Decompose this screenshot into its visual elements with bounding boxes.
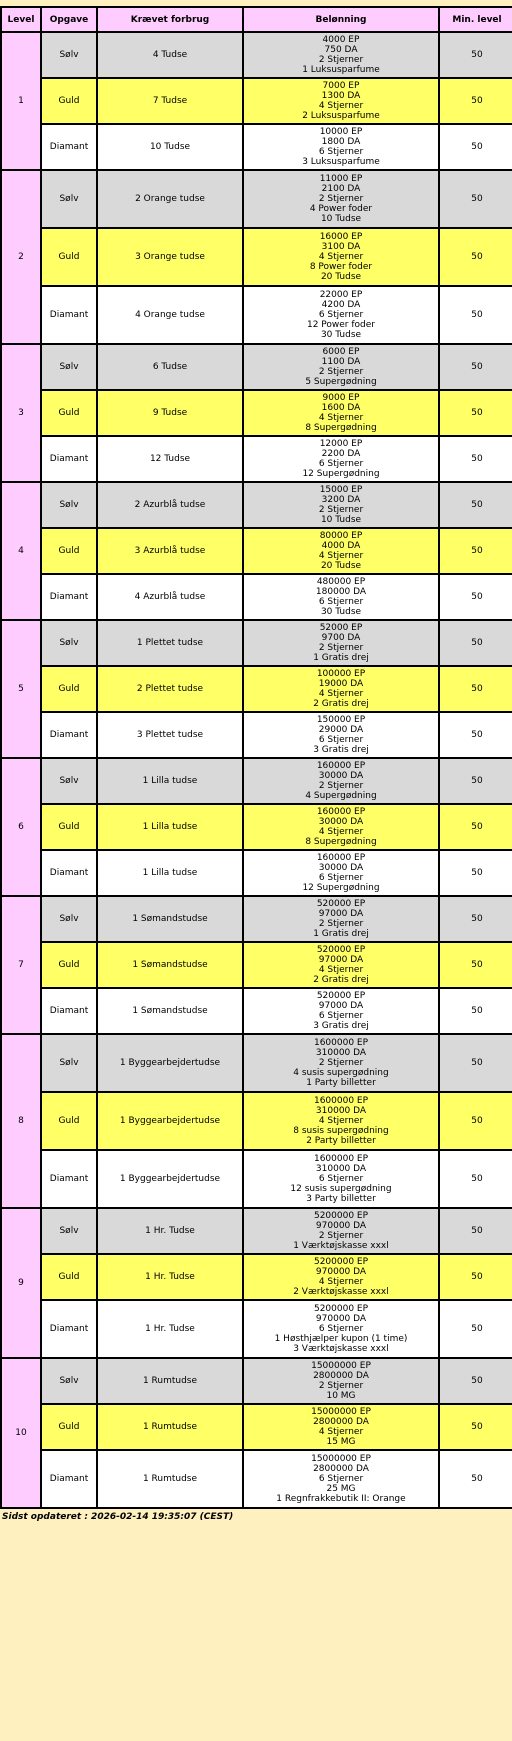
reward-line: 6 Stjerner xyxy=(318,735,364,745)
reward-line: 1 Regnfrakkebutik II: Orange xyxy=(276,1494,406,1504)
reward-line: 4 Stjerner xyxy=(318,1427,364,1437)
min-level-cell: 50 xyxy=(440,1035,512,1091)
reward-line: 4 Stjerner xyxy=(318,551,364,561)
kraevet-forbrug-cell: 1 Byggearbejdertudse xyxy=(98,1035,242,1091)
kraevet-forbrug-cell: 1 Byggearbejdertudse xyxy=(98,1093,242,1149)
reward-line: 10 Tudse xyxy=(320,515,362,525)
reward-line: 4000 DA xyxy=(321,541,361,551)
beloenning-cell xyxy=(244,897,438,941)
reward-line: 2 Stjerner xyxy=(318,194,364,204)
min-level-cell: 50 xyxy=(440,713,512,757)
reward-line: 2 Stjerner xyxy=(318,781,364,791)
beloenning-cell xyxy=(244,287,438,343)
reward-line: 4 Power foder xyxy=(309,204,373,214)
opgave-cell: Guld xyxy=(42,529,96,573)
reward-line: 1300 DA xyxy=(321,91,361,101)
reward-line: 9000 EP xyxy=(322,393,360,403)
min-level-cell: 50 xyxy=(440,1255,512,1299)
kraevet-forbrug-cell: 1 Plettet tudse xyxy=(98,621,242,665)
beloenning-cell xyxy=(244,437,438,481)
reward-line: 30000 DA xyxy=(318,771,364,781)
opgave-cell: Sølv xyxy=(42,33,96,77)
reward-line: 20 Tudse xyxy=(320,272,362,282)
reward-line: 3 Værktøjskasse xxxl xyxy=(293,1344,389,1354)
reward-line: 12 Supergødning xyxy=(302,883,380,893)
kraevet-forbrug-cell: 1 Rumtudse xyxy=(98,1359,242,1403)
level-cell: 4 xyxy=(2,483,40,619)
reward-line: 520000 EP xyxy=(316,945,366,955)
kraevet-forbrug-cell: 1 Lilla tudse xyxy=(98,759,242,803)
beloenning-cell xyxy=(244,1451,438,1507)
table-row xyxy=(2,437,512,481)
reward-line: 10000 EP xyxy=(319,127,363,137)
opgave-cell: Diamant xyxy=(42,1451,96,1507)
reward-line: 12 Supergødning xyxy=(302,469,380,479)
reward-line: 97000 DA xyxy=(318,909,364,919)
opgave-cell: Guld xyxy=(42,943,96,987)
reward-line: 5200000 EP xyxy=(313,1211,369,1221)
reward-line: 12 Power foder xyxy=(306,320,375,330)
reward-line: 2 Stjerner xyxy=(318,1058,364,1068)
reward-line: 30000 DA xyxy=(318,863,364,873)
level-cell: 10 xyxy=(2,1359,40,1507)
kraevet-forbrug-cell: 1 Lilla tudse xyxy=(98,851,242,895)
reward-line: 2 Stjerner xyxy=(318,1231,364,1241)
reward-line: 1 Høsthjælper kupon (1 time) xyxy=(274,1334,408,1344)
reward-line: 1800 DA xyxy=(321,137,361,147)
opgave-cell: Diamant xyxy=(42,575,96,619)
reward-line: 310000 DA xyxy=(315,1048,367,1058)
reward-line: 1600 DA xyxy=(321,403,361,413)
reward-line: 4000 EP xyxy=(322,35,360,45)
table-row xyxy=(2,125,512,169)
reward-line: 4 Stjerner xyxy=(318,252,364,262)
reward-line: 15000000 EP xyxy=(311,1361,371,1371)
opgave-cell: Sølv xyxy=(42,483,96,527)
reward-line: 97000 DA xyxy=(318,1001,364,1011)
header-beloenning: Belønning xyxy=(244,8,438,31)
table-row xyxy=(2,851,512,895)
table-row xyxy=(2,529,512,573)
min-level-cell: 50 xyxy=(440,897,512,941)
table-row xyxy=(2,171,512,227)
beloenning-cell xyxy=(244,943,438,987)
beloenning-cell xyxy=(244,79,438,123)
reward-line: 4 Stjerner xyxy=(318,1277,364,1287)
opgave-cell: Sølv xyxy=(42,345,96,389)
reward-line: 10 MG xyxy=(326,1391,356,1401)
reward-line: 4 Stjerner xyxy=(318,413,364,423)
reward-line: 25 MG xyxy=(326,1484,356,1494)
beloenning-cell xyxy=(244,125,438,169)
reward-line: 160000 EP xyxy=(316,761,366,771)
header-row xyxy=(2,8,512,31)
min-level-cell: 50 xyxy=(440,1301,512,1357)
rewards-table-body xyxy=(2,33,512,1507)
level-cell: 1 xyxy=(2,33,40,169)
kraevet-forbrug-cell: 6 Tudse xyxy=(98,345,242,389)
reward-line: 3200 DA xyxy=(321,495,361,505)
beloenning-cell xyxy=(244,1255,438,1299)
header-min-level: Min. level xyxy=(440,8,512,31)
reward-line: 1 Gratis drej xyxy=(313,929,369,939)
kraevet-forbrug-cell: 1 Sømandstudse xyxy=(98,943,242,987)
table-row xyxy=(2,943,512,987)
level-cell: 6 xyxy=(2,759,40,895)
reward-line: 20 Tudse xyxy=(320,561,362,571)
table-row xyxy=(2,1451,512,1507)
kraevet-forbrug-cell: 4 Tudse xyxy=(98,33,242,77)
beloenning-cell xyxy=(244,345,438,389)
table-row xyxy=(2,79,512,123)
table-row xyxy=(2,667,512,711)
last-updated-footer: Sidst opdateret : 2026-02-14 19:35:07 (CEST) xyxy=(2,1512,234,1522)
opgave-cell: Guld xyxy=(42,229,96,285)
opgave-cell: Guld xyxy=(42,1405,96,1449)
opgave-cell: Guld xyxy=(42,805,96,849)
reward-line: 11000 EP xyxy=(319,174,363,184)
kraevet-forbrug-cell: 1 Sømandstudse xyxy=(98,989,242,1033)
min-level-cell: 50 xyxy=(440,575,512,619)
opgave-cell: Sølv xyxy=(42,1209,96,1253)
reward-line: 1 Gratis drej xyxy=(313,653,369,663)
opgave-cell: Sølv xyxy=(42,759,96,803)
reward-line: 29000 DA xyxy=(318,725,364,735)
kraevet-forbrug-cell: 1 Hr. Tudse xyxy=(98,1209,242,1253)
beloenning-cell xyxy=(244,989,438,1033)
reward-line: 12 susis supergødning xyxy=(290,1184,392,1194)
reward-line: 310000 DA xyxy=(315,1106,367,1116)
min-level-cell: 50 xyxy=(440,1093,512,1149)
opgave-cell: Sølv xyxy=(42,171,96,227)
reward-line: 12000 EP xyxy=(319,439,363,449)
reward-line: 1100 DA xyxy=(321,357,361,367)
beloenning-cell xyxy=(244,667,438,711)
table-row xyxy=(2,1093,512,1149)
reward-line: 4 Supergødning xyxy=(305,791,377,801)
min-level-cell: 50 xyxy=(440,33,512,77)
kraevet-forbrug-cell: 10 Tudse xyxy=(98,125,242,169)
reward-line: 4 Stjerner xyxy=(318,965,364,975)
reward-line: 520000 EP xyxy=(316,899,366,909)
min-level-cell: 50 xyxy=(440,229,512,285)
beloenning-cell xyxy=(244,391,438,435)
opgave-cell: Diamant xyxy=(42,437,96,481)
table-row xyxy=(2,1405,512,1449)
reward-line: 8 Supergødning xyxy=(305,423,377,433)
beloenning-cell xyxy=(244,171,438,227)
header-opgave: Opgave xyxy=(42,8,96,31)
reward-line: 97000 DA xyxy=(318,955,364,965)
reward-line: 5200000 EP xyxy=(313,1257,369,1267)
min-level-cell: 50 xyxy=(440,1209,512,1253)
reward-line: 15 MG xyxy=(326,1437,356,1447)
reward-line: 2100 DA xyxy=(321,184,361,194)
reward-line: 520000 EP xyxy=(316,991,366,1001)
reward-line: 1600000 EP xyxy=(313,1154,369,1164)
reward-line: 6 Stjerner xyxy=(318,1174,364,1184)
reward-line: 3 Party billetter xyxy=(306,1194,376,1204)
reward-line: 52000 EP xyxy=(319,623,363,633)
reward-line: 5 Supergødning xyxy=(305,377,377,387)
reward-line: 150000 EP xyxy=(316,715,366,725)
kraevet-forbrug-cell: 3 Orange tudse xyxy=(98,229,242,285)
opgave-cell: Diamant xyxy=(42,125,96,169)
opgave-cell: Guld xyxy=(42,391,96,435)
reward-line: 8 Supergødning xyxy=(305,837,377,847)
table-row xyxy=(2,391,512,435)
level-cell: 7 xyxy=(2,897,40,1033)
reward-line: 2800000 DA xyxy=(313,1371,369,1381)
reward-line: 1600000 EP xyxy=(313,1038,369,1048)
table-row xyxy=(2,1255,512,1299)
reward-line: 4 Stjerner xyxy=(318,101,364,111)
min-level-cell: 50 xyxy=(440,345,512,389)
reward-line: 6 Stjerner xyxy=(318,1324,364,1334)
kraevet-forbrug-cell: 1 Lilla tudse xyxy=(98,805,242,849)
reward-line: 2 Stjerner xyxy=(318,643,364,653)
reward-line: 2800000 DA xyxy=(313,1464,369,1474)
kraevet-forbrug-cell: 1 Rumtudse xyxy=(98,1451,242,1507)
beloenning-cell xyxy=(244,483,438,527)
min-level-cell: 50 xyxy=(440,943,512,987)
kraevet-forbrug-cell: 1 Hr. Tudse xyxy=(98,1301,242,1357)
table-row xyxy=(2,287,512,343)
beloenning-cell xyxy=(244,1301,438,1357)
opgave-cell: Guld xyxy=(42,1255,96,1299)
table-row xyxy=(2,897,512,941)
reward-line: 970000 DA xyxy=(315,1314,367,1324)
reward-line: 180000 DA xyxy=(315,587,367,597)
reward-line: 10 Tudse xyxy=(320,214,362,224)
kraevet-forbrug-cell: 7 Tudse xyxy=(98,79,242,123)
reward-line: 2 Gratis drej xyxy=(313,699,369,709)
table-row xyxy=(2,989,512,1033)
reward-line: 2 Stjerner xyxy=(318,1381,364,1391)
table-row xyxy=(2,1301,512,1357)
beloenning-cell xyxy=(244,529,438,573)
reward-line: 15000000 EP xyxy=(311,1407,371,1417)
min-level-cell: 50 xyxy=(440,1151,512,1207)
min-level-cell: 50 xyxy=(440,851,512,895)
reward-line: 3 Gratis drej xyxy=(313,1021,369,1031)
kraevet-forbrug-cell: 1 Hr. Tudse xyxy=(98,1255,242,1299)
reward-line: 2 Stjerner xyxy=(318,367,364,377)
kraevet-forbrug-cell: 1 Sømandstudse xyxy=(98,897,242,941)
min-level-cell: 50 xyxy=(440,171,512,227)
reward-line: 2 Luksusparfume xyxy=(302,111,380,121)
reward-line: 6 Stjerner xyxy=(318,459,364,469)
rewards-table xyxy=(0,6,512,1509)
reward-line: 16000 EP xyxy=(319,232,363,242)
reward-line: 4 susis supergødning xyxy=(293,1068,389,1078)
kraevet-forbrug-cell: 1 Byggearbejdertudse xyxy=(98,1151,242,1207)
opgave-cell: Diamant xyxy=(42,989,96,1033)
reward-line: 970000 DA xyxy=(315,1267,367,1277)
table-row xyxy=(2,805,512,849)
beloenning-cell xyxy=(244,1035,438,1091)
table-row xyxy=(2,575,512,619)
beloenning-cell xyxy=(244,713,438,757)
reward-line: 15000 EP xyxy=(319,485,363,495)
reward-line: 2 Stjerner xyxy=(318,505,364,515)
opgave-cell: Diamant xyxy=(42,713,96,757)
table-row xyxy=(2,1151,512,1207)
opgave-cell: Diamant xyxy=(42,1301,96,1357)
reward-line: 9700 DA xyxy=(321,633,361,643)
beloenning-cell xyxy=(244,575,438,619)
table-row xyxy=(2,1035,512,1091)
table-row xyxy=(2,1359,512,1403)
level-cell: 3 xyxy=(2,345,40,481)
reward-line: 4 Stjerner xyxy=(318,827,364,837)
reward-line: 480000 EP xyxy=(316,577,366,587)
kraevet-forbrug-cell: 4 Orange tudse xyxy=(98,287,242,343)
min-level-cell: 50 xyxy=(440,759,512,803)
reward-line: 4200 DA xyxy=(321,300,361,310)
opgave-cell: Diamant xyxy=(42,1151,96,1207)
reward-line: 1 Luksusparfume xyxy=(302,65,380,75)
reward-line: 8 Power foder xyxy=(309,262,373,272)
min-level-cell: 50 xyxy=(440,1359,512,1403)
reward-line: 6 Stjerner xyxy=(318,310,364,320)
beloenning-cell xyxy=(244,1359,438,1403)
level-cell: 2 xyxy=(2,171,40,343)
min-level-cell: 50 xyxy=(440,667,512,711)
reward-line: 310000 DA xyxy=(315,1164,367,1174)
header-level: Level xyxy=(2,8,40,31)
min-level-cell: 50 xyxy=(440,989,512,1033)
beloenning-cell xyxy=(244,805,438,849)
opgave-cell: Diamant xyxy=(42,851,96,895)
kraevet-forbrug-cell: 2 Orange tudse xyxy=(98,171,242,227)
reward-line: 2800000 DA xyxy=(313,1417,369,1427)
kraevet-forbrug-cell: 2 Plettet tudse xyxy=(98,667,242,711)
table-row xyxy=(2,483,512,527)
reward-line: 160000 EP xyxy=(316,807,366,817)
reward-line: 6 Stjerner xyxy=(318,1011,364,1021)
beloenning-cell xyxy=(244,1093,438,1149)
opgave-cell: Sølv xyxy=(42,1359,96,1403)
opgave-cell: Guld xyxy=(42,1093,96,1149)
table-row xyxy=(2,621,512,665)
reward-line: 8 susis supergødning xyxy=(293,1126,389,1136)
reward-line: 7000 EP xyxy=(322,81,360,91)
table-row xyxy=(2,759,512,803)
reward-line: 160000 EP xyxy=(316,853,366,863)
reward-line: 4 Stjerner xyxy=(318,689,364,699)
header-kraevet-forbrug: Krævet forbrug xyxy=(98,8,242,31)
kraevet-forbrug-cell: 4 Azurblå tudse xyxy=(98,575,242,619)
level-cell: 9 xyxy=(2,1209,40,1357)
min-level-cell: 50 xyxy=(440,1451,512,1507)
reward-line: 4 Stjerner xyxy=(318,1116,364,1126)
beloenning-cell xyxy=(244,621,438,665)
opgave-cell: Sølv xyxy=(42,897,96,941)
kraevet-forbrug-cell: 12 Tudse xyxy=(98,437,242,481)
reward-line: 970000 DA xyxy=(315,1221,367,1231)
reward-line: 6 Stjerner xyxy=(318,597,364,607)
min-level-cell: 50 xyxy=(440,529,512,573)
reward-line: 30 Tudse xyxy=(320,607,362,617)
beloenning-cell xyxy=(244,33,438,77)
reward-line: 100000 EP xyxy=(316,669,366,679)
beloenning-cell xyxy=(244,1151,438,1207)
table-row xyxy=(2,229,512,285)
kraevet-forbrug-cell: 1 Rumtudse xyxy=(98,1405,242,1449)
reward-line: 6 Stjerner xyxy=(318,1474,364,1484)
min-level-cell: 50 xyxy=(440,1405,512,1449)
min-level-cell: 50 xyxy=(440,79,512,123)
min-level-cell: 50 xyxy=(440,805,512,849)
reward-line: 6 Stjerner xyxy=(318,873,364,883)
reward-line: 5200000 EP xyxy=(313,1304,369,1314)
min-level-cell: 50 xyxy=(440,437,512,481)
beloenning-cell xyxy=(244,1405,438,1449)
opgave-cell: Diamant xyxy=(42,287,96,343)
reward-line: 2 Stjerner xyxy=(318,55,364,65)
reward-line: 22000 EP xyxy=(319,290,363,300)
beloenning-cell xyxy=(244,759,438,803)
reward-line: 2200 DA xyxy=(321,449,361,459)
min-level-cell: 50 xyxy=(440,483,512,527)
opgave-cell: Guld xyxy=(42,79,96,123)
opgave-cell: Sølv xyxy=(42,1035,96,1091)
kraevet-forbrug-cell: 3 Azurblå tudse xyxy=(98,529,242,573)
opgave-cell: Sølv xyxy=(42,621,96,665)
reward-line: 3 Luksusparfume xyxy=(302,157,380,167)
kraevet-forbrug-cell: 2 Azurblå tudse xyxy=(98,483,242,527)
min-level-cell: 50 xyxy=(440,391,512,435)
min-level-cell: 50 xyxy=(440,287,512,343)
reward-line: 30 Tudse xyxy=(320,330,362,340)
reward-line: 1 Party billetter xyxy=(306,1078,376,1088)
kraevet-forbrug-cell: 9 Tudse xyxy=(98,391,242,435)
reward-line: 750 DA xyxy=(324,45,358,55)
level-cell: 5 xyxy=(2,621,40,757)
table-row xyxy=(2,1209,512,1253)
table-row xyxy=(2,713,512,757)
reward-line: 2 Værktøjskasse xxxl xyxy=(293,1287,389,1297)
beloenning-cell xyxy=(244,851,438,895)
level-cell: 8 xyxy=(2,1035,40,1207)
reward-line: 6 Stjerner xyxy=(318,147,364,157)
table-row xyxy=(2,345,512,389)
beloenning-cell xyxy=(244,1209,438,1253)
reward-line: 3 Gratis drej xyxy=(313,745,369,755)
min-level-cell: 50 xyxy=(440,621,512,665)
reward-line: 15000000 EP xyxy=(311,1454,371,1464)
table-row xyxy=(2,33,512,77)
reward-line: 30000 DA xyxy=(318,817,364,827)
opgave-cell: Guld xyxy=(42,667,96,711)
reward-line: 3100 DA xyxy=(321,242,361,252)
beloenning-cell xyxy=(244,229,438,285)
reward-line: 1 Værktøjskasse xxxl xyxy=(293,1241,389,1251)
reward-line: 19000 DA xyxy=(318,679,364,689)
reward-line: 2 Gratis drej xyxy=(313,975,369,985)
reward-line: 6000 EP xyxy=(322,347,360,357)
reward-line: 80000 EP xyxy=(319,531,363,541)
reward-line: 2 Party billetter xyxy=(306,1136,376,1146)
min-level-cell: 50 xyxy=(440,125,512,169)
reward-line: 1600000 EP xyxy=(313,1096,369,1106)
kraevet-forbrug-cell: 3 Plettet tudse xyxy=(98,713,242,757)
reward-line: 2 Stjerner xyxy=(318,919,364,929)
